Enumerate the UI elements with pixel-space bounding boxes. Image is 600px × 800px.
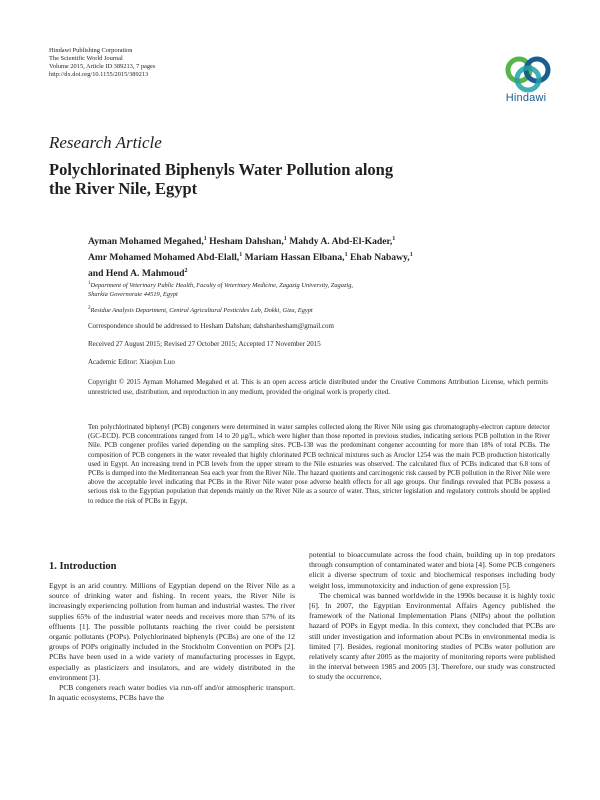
paragraph: potential to bioaccumulate across the food chain, building up in top predators through consumption of contaminated water and biota [4]. Some PCB congeners elicit a diverse spectrum of toxic and biochemical responses including body weight loss, immunotoxicity and induction of gene expression [5]. (309, 550, 555, 590)
academic-editor: Academic Editor: Xiaojun Luo (88, 358, 175, 366)
title-line-1: Polychlorinated Biphenyls Water Pollution along (49, 160, 394, 179)
journal-header (49, 47, 309, 79)
author: Mariam Hassan Elbana,$^1$ (244, 251, 348, 263)
article-type: Research Article (49, 133, 162, 152)
affiliation: $^1$Department of Veterinary Public Health, Faculty of Veterinary Medicine, Zagazig University, Zagazig, Sharkia Governorate 44519, Egypt (88, 281, 354, 298)
publication-dates: Received 27 August 2015; Revised 27 October 2015; Accepted 17 November 2015 (88, 340, 321, 348)
correspondence-note: Correspondence should be addressed to Hesham Dahshan; dahshanhesham@gmail.com (88, 322, 334, 330)
section-heading: 1. Introduction (49, 561, 117, 572)
hindawi-wordmark: Hindawi (505, 92, 547, 104)
author: Amr Mohamed Mohamed Abd-Elall,$^1$ (88, 251, 243, 263)
volume-info: Volume 2015, Article ID 389213, 7 pages (49, 63, 156, 70)
author: Mahdy A. Abd-El-Kader,$^1$ (289, 236, 396, 248)
publisher-name: Hindawi Publishing Corporation (49, 47, 133, 54)
journal-name: The Scientific World Journal (49, 55, 123, 62)
paragraph: The chemical was banned worldwide in the 1990s because it is highly toxic [6]. In 2007, the Egyptian Environmental Affairs Agency published the framework of the National Implementation Plans (NIPs) about the pollution hazard of POPs in Egypt media. In this context, they concluded that PCBs are still under investigation and information about PCBs in environmental media is limited [7]. Besides, regional monitoring studies of PCBs water pollution are relatively scanty after 2005 as the majority of monitoring reports were published in the interval between 1985 and 2005 [3]. Therefore, our study was constructed to study the occurrence, (309, 590, 555, 682)
title-line-2: the River Nile, Egypt (49, 179, 198, 198)
paper-title (49, 160, 469, 198)
author: Ehab Nabawy,$^1$ (349, 251, 413, 263)
author: Hesham Dahshan,$^1$ (209, 236, 287, 248)
left-column (49, 581, 295, 703)
abstract: Ten polychlorinated biphenyl (PCB) congeners were determined in water samples collected along the River Nile using gas chromatography-electron capture detector (GC-ECD). PCB concentrations ranged from 14 to 20 μg/L, which were higher than those reported in previous studies, indicating serious PCB pollution in the River Nile. PCB congener profiles varied depending on the sampling sites. PCB-138 was the predominant congener accounting for more than 18% of total PCBs. The composition of PCB congeners in the water revealed that highly chlorinated PCB technical mixtures such as Aroclor 1254 was the main PCB production historically used in Egypt. An increasing trend in PCB levels from the upper stream to the Nile estuaries was observed. The calculated flux of PCBs indicated that 6.8 tons of PCBs is dumped into the Mediterranean Sea each year from the River Nile. The hazard quotients and carcinogenic risk caused by PCB pollution in the River Nile were above the acceptable level indicating that PCBs in the River Nile water pose adverse health effects for all age groups. Our findings revealed that PCBs possess a serious risk to the Egyptian population that depends mainly on the River Nile as a source of water. Thus, stricter legislation and regulatory controls should be applied to reduce the risk of PCBs in Egypt. (88, 424, 550, 505)
right-column (309, 550, 555, 683)
paragraph: Egypt is an arid country. Millions of Egyptian depend on the River Nile as a source of drinking water and fishing. In recent years, the River Nile is increasingly experiencing pollution from human and industrial wastes. The river supplies 65% of the industrial water needs and receives more than 57% of its effluents [1]. The possible pollutants reaching the river could be persistent organic pollutants (POPs). Polychlorinated biphenyls (PCBs) are one of the 12 groups of POPs originally included in the Stockholm Convention on POPs [2]. PCBs have been used in a wide variety of manufacturing processes in Egypt, especially as plasticizers and insulators, and are widely distributed in the environment [3]. (49, 581, 295, 682)
paragraph: PCB congeners reach water bodies via run-off and/or atmospheric transport. In aquatic ecosystems, PCBs have the (49, 683, 295, 703)
copyright-notice: Copyright © 2015 Ayman Mohamed Megahed et al. This is an open access article distributed under the Creative Commons Attribution License, which permits unrestricted use, distribution, and reproduction in any medium, provided the original work is properly cited. (88, 378, 548, 396)
author-list (88, 233, 538, 280)
doi-link[interactable]: http://dx.doi.org/10.1155/2015/389213 (49, 71, 149, 78)
author: and Hend A. Mahmoud$^2$ (88, 267, 188, 279)
affiliation: $^2$Residue Analysis Department, Central Agricultural Pesticides Lab, Dokki, Giza, Egypt (88, 306, 313, 315)
author: Ayman Mohamed Megahed,$^1$ (88, 236, 207, 248)
